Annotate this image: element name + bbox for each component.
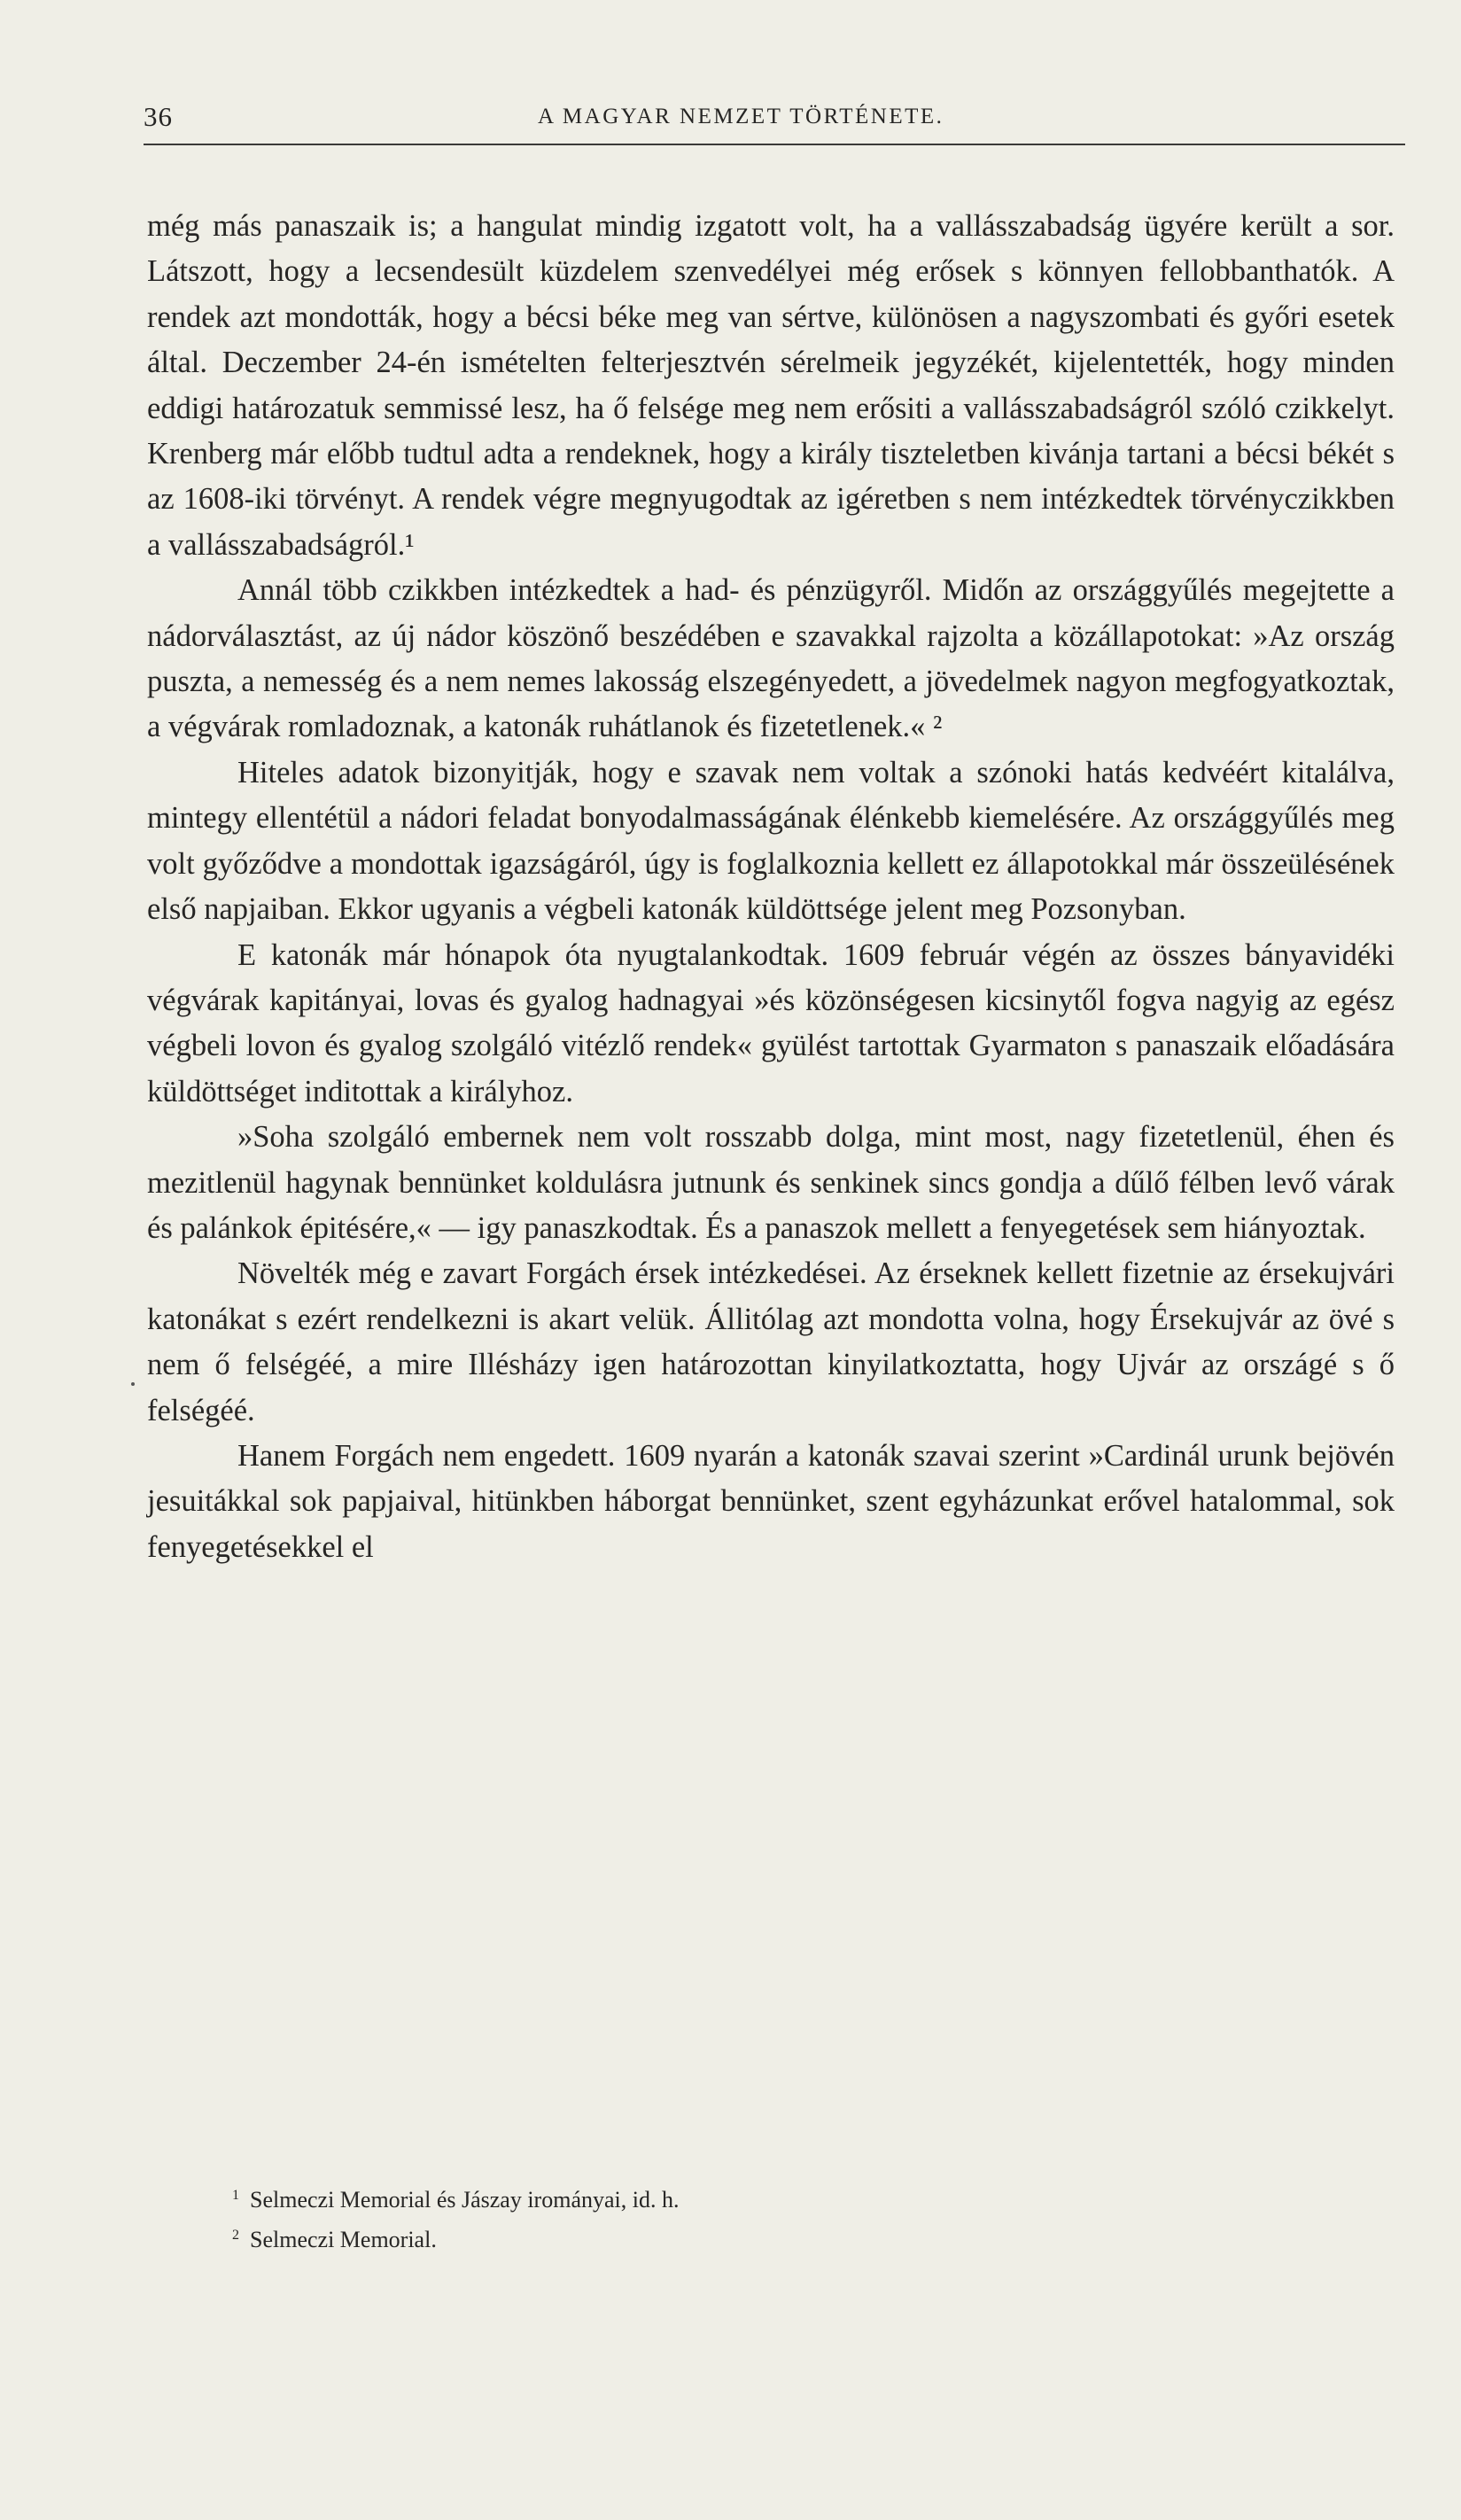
footnote <box>232 2178 1295 2218</box>
footnote <box>232 2218 1295 2258</box>
page-number: 36 <box>144 101 173 132</box>
footnote-mark: 1 <box>232 2188 239 2203</box>
margin-mark <box>131 1382 135 1386</box>
page-header <box>144 97 1405 145</box>
paragraph: Hiteles adatok bizonyitják, hogy e szavak nem voltak a szónoki hatás kedvéért kitalálva, mintegy ellentétül a nádori feladat bonyodalmasságának élénkebb kiemelésére. Az országgyűlés meg volt győződve a mondottak igazságáról, úgy is foglalkoznia kellett ez állapotokkal már összeülésének első napjaiban. Ekkor ugyanis a végbeli katonák küldöttsége jelent meg Pozsonyban. <box>147 755 1395 927</box>
footnotes <box>232 2178 1295 2258</box>
body-text <box>147 204 1395 1570</box>
footnote-mark: 2 <box>232 2228 239 2243</box>
running-title: A MAGYAR NEMZET TÖRTÉNETE. <box>538 105 944 128</box>
paragraph: Annál több czikkben intézkedtek a had- és pénzügyről. Midőn az országgyűlés megejtette a nádorválasztást, az új nádor köszönő beszédében e szavakkal rajzolta a közállapotokat: »Az ország puszta, a nemesség és a nem nemes lakosság elszegényedett, a jövedelmek nagyon megfogyatkoztak, a végvárak romladoznak, a katonák ruhátlanok és fizetetlenek.« ² <box>147 573 1395 744</box>
paragraph: még más panaszaik is; a hangulat mindig izgatott volt, ha a vallásszabadság ügyére került a sor. Látszott, hogy a lecsendesült küzdelem szenvedélyei még erősek s könnyen fellobbanthatók. A rendek azt mondották, hogy a bécsi béke meg van sértve, különösen a nagyszombati és győri esetek által. Deczember 24-én ismételten felterjesztvén sérelmeik jegyzékét, kijelentették, hogy minden eddigi határozatuk semmissé lesz, ha ő felsége meg nem erősiti a vallásszabadságról szóló czikkelyt. Krenberg már előbb tudtul adta a rendeknek, hogy a király tiszteletben kivánja tartani a bécsi békét s az 1608-iki törvényt. A rendek végre megnyugodtak az igéretben s nem intézkedtek törvényczikkben a vallásszabadságról.¹ <box>147 209 1395 562</box>
paragraph: E katonák már hónapok óta nyugtalankodtak. 1609 február végén az összes bányavidéki végvárak kapitányai, lovas és gyalog hadnagyai »és közönségesen kicsinytől fogva nagyig az egész végbeli lovon és gyalog szolgáló vitézlő rendek« gyülést tartottak Gyarmaton s panaszaik előadására küldöttséget inditottak a királyhoz. <box>147 937 1395 1108</box>
footnote-text: Selmeczi Memorial és Jászay irományai, id. h. <box>250 2187 680 2213</box>
footnote-text: Selmeczi Memorial. <box>250 2227 437 2252</box>
paragraph: »Soha szolgáló embernek nem volt rosszabb dolga, mint most, nagy fizetetlenül, éhen és mezitlenül hagynak bennünket koldulásra jutnunk és senkinek sincs gondja a dűlő félben levő várak és palánkok épitésére,« — igy panaszkodtak. És a panaszok mellett a fenyegetések sem hiányoztak. <box>147 1120 1395 1245</box>
paragraph: Növelték még e zavart Forgách érsek intézkedései. Az érseknek kellett fizetnie az érsekujvári katonákat s ezért rendelkezni is akart velük. Állitólag azt mondotta volna, hogy Érsekujvár az övé s nem ő felségéé, a mire Illésházy igen határozottan kinyilatkoztatta, hogy Ujvár az országé s ő felségéé. <box>147 1256 1395 1427</box>
paragraph: Hanem Forgách nem engedett. 1609 nyarán a katonák szavai szerint »Cardinál urunk bejövén jesuitákkal sok papjaival, hitünkben háborgat bennünket, szent egyházunkat erővel hatalommal, sok fenyegetésekkel el <box>147 1438 1395 1564</box>
